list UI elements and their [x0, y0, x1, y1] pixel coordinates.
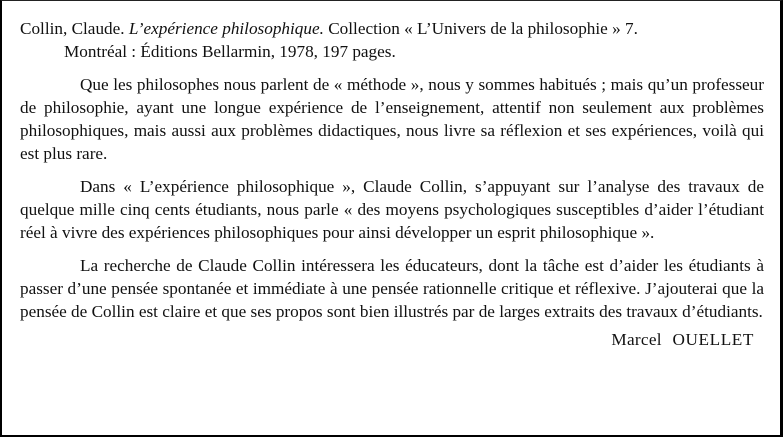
review-paragraph-3: La recherche de Claude Collin intéressera les éducateurs, dont la tâche est d’aider les étudiants à passer d’une pensée spontanée et immédiate à une pensée rationnelle critique et réflexive. J’ajouterai que la pensée de Collin est claire et que ses propos sont bien illustrés par de larges extraits des travaux d’étudiants.	[20, 256, 764, 321]
citation-collection: Collection « L’Univers de la philosophie » 7.	[328, 19, 638, 38]
review-paragraph-1: Que les philosophes nous parlent de « méthode », nous y sommes habitués ; mais qu’un professeur de philosophie, ayant une longue expérience de l’enseignement, attentif non seulement aux problèmes philosophiques, mais aussi aux problèmes didactiques, nous livre sa réflexion et ses expériences, voilà qui est plus rare.	[20, 75, 764, 163]
citation-title: L’expérience philosophique.	[128, 19, 324, 38]
bibliographic-citation	[20, 17, 764, 63]
reviewer-last-name: OUELLET	[672, 330, 754, 349]
reviewer-first-name: Marcel	[611, 330, 662, 349]
citation-author: Collin, Claude.	[20, 19, 125, 38]
citation-publisher: Montréal : Éditions Bellarmin, 1978, 197 pages.	[64, 42, 396, 61]
reviewer-signature	[20, 328, 764, 351]
review-paragraph-2: Dans « L’expérience philosophique », Claude Collin, s’appuyant sur l’analyse des travaux de quelque mille cinq cents étudiants, nous parle « des moyens psychologiques susceptibles d’aider l’étudiant réel à vivre des expériences philosophiques pour ainsi développer un esprit philosophique ».	[20, 177, 764, 242]
book-review	[20, 17, 764, 351]
